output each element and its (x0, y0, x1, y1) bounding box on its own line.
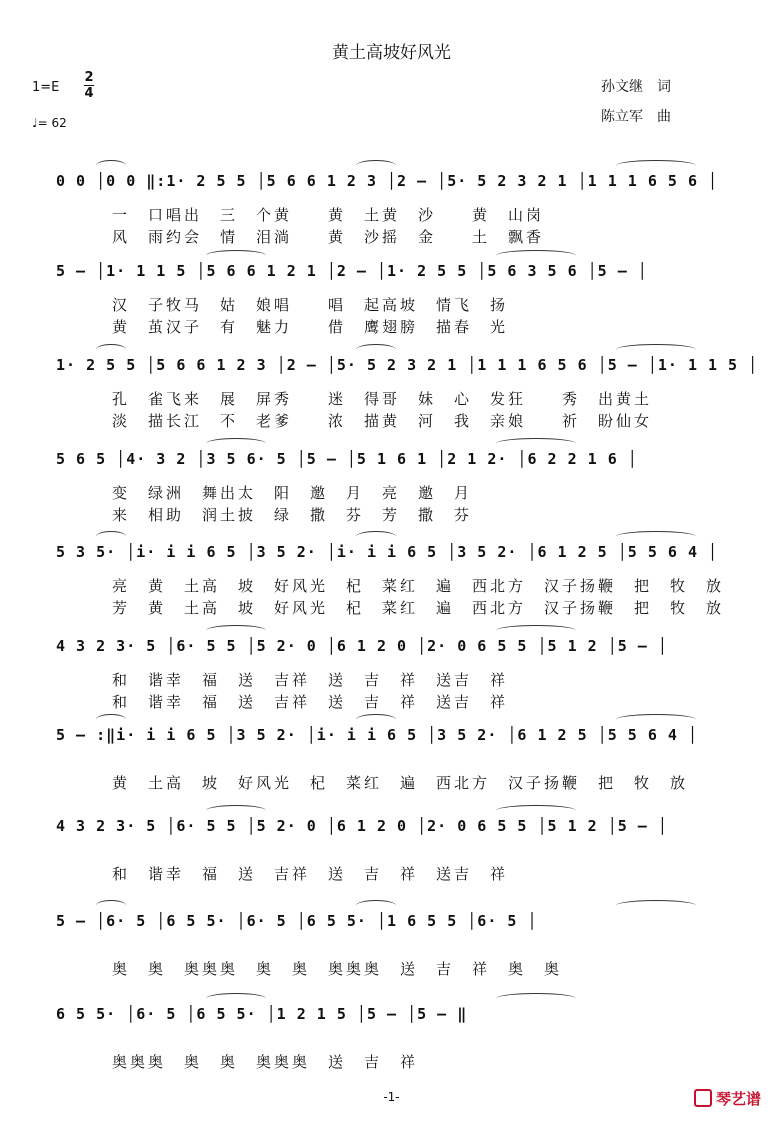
slur-mark (616, 531, 696, 542)
lyric-line: 和 谐幸 福 送 吉祥 送 吉 祥 送吉 祥 (112, 865, 509, 883)
notation-text: 1· 2 5 5 │5 6 6 1 2 3 │2 – │5· 5 2 3 2 1 │1 1 1 6 5 6 │5 – │1· 1 1 5 │ (56, 356, 759, 374)
slur-mark (496, 250, 576, 261)
slur-mark (96, 344, 126, 355)
slur-mark (356, 900, 396, 911)
lyricist-credit: 孙文继 词 (601, 79, 671, 95)
time-signature-bottom: 4 (84, 86, 94, 101)
lyric-line: 和 谐幸 福 送 吉祥 送 吉 祥 送吉 祥 (112, 693, 509, 711)
logo-icon (694, 1089, 712, 1107)
watermark-logo (694, 1088, 761, 1109)
time-signature-top: 2 (84, 70, 94, 85)
page-number: -1- (383, 1090, 400, 1104)
notation-line (56, 356, 759, 374)
lyric-line: 芳 黄 土高 坡 好风光 杞 菜红 遍 西北方 汉子扬鞭 把 牧 放 (112, 599, 725, 617)
slur-mark (356, 714, 396, 725)
lyric-line: 奥奥奥 奥 奥 奥奥奥 送 吉 祥 (112, 1053, 419, 1071)
notation-text: 5 6 5 │4· 3 2 │3 5 6· 5 │5 – │5 1 6 1 │2 1 2· │6 2 2 1 6 │ (56, 450, 638, 468)
slur-mark (616, 344, 696, 355)
slur-mark (356, 160, 396, 171)
notation-line (56, 262, 746, 280)
notation-line (56, 172, 746, 190)
lyric-line: 淡 描长江 不 老爹 浓 描黄 河 我 亲娘 祈 盼仙女 (112, 412, 653, 430)
slur-mark (96, 531, 126, 542)
slur-mark (206, 625, 266, 636)
slur-mark (616, 900, 696, 911)
composer-credit: 陈立军 曲 (601, 109, 671, 125)
notation-text: 4 3 2 3· 5 │6· 5 5 │5 2· 0 │6 1 2 0 │2· 0 6 5 5 │5 1 2 │5 – │ (56, 637, 668, 655)
lyric-line: 汉 子牧马 姑 娘唱 唱 起高坡 情飞 扬 (112, 296, 509, 314)
tempo-marking: ♩= 62 (32, 116, 67, 130)
lyric-line: 亮 黄 土高 坡 好风光 杞 菜红 遍 西北方 汉子扬鞭 把 牧 放 (112, 577, 725, 595)
slur-mark (616, 160, 696, 171)
slur-mark (496, 438, 576, 449)
lyric-line: 奥 奥 奥奥奥 奥 奥 奥奥奥 送 吉 祥 奥 奥 (112, 960, 563, 978)
lyric-line: 孔 雀飞来 展 屏秀 迷 得哥 妹 心 发狂 秀 出黄土 (112, 390, 653, 408)
notation-line (56, 1005, 746, 1023)
notation-text: 4 3 2 3· 5 │6· 5 5 │5 2· 0 │6 1 2 0 │2· 0 6 5 5 │5 1 2 │5 – │ (56, 817, 668, 835)
lyric-line: 风 雨约会 情 泪淌 黄 沙摇 金 土 飘香 (112, 228, 545, 246)
notation-text: 5 – :‖i· i i 6 5 │3 5 2· │i· i i 6 5 │3 5 2· │6 1 2 5 │5 5 6 4 │ (56, 726, 698, 744)
slur-mark (616, 714, 696, 725)
slur-mark (496, 993, 576, 1004)
time-signature (84, 70, 94, 101)
notation-text: 0 0 │0 0 ‖:1· 2 5 5 │5 6 6 1 2 3 │2 – │5· 5 2 3 2 1 │1 1 1 6 5 6 │ (56, 172, 719, 190)
lyric-line: 黄 土高 坡 好风光 杞 菜红 遍 西北方 汉子扬鞭 把 牧 放 (112, 774, 689, 792)
notation-line (56, 817, 746, 835)
slur-mark (96, 160, 126, 171)
key-signature: 1=E (32, 80, 60, 95)
notation-text: 6 5 5· │6· 5 │6 5 5· │1 2 1 5 │5 – │5 – ‖ (56, 1005, 468, 1023)
lyric-line: 来 相助 润土披 绿 撒 芬 芳 撒 芬 (112, 506, 473, 524)
slur-mark (206, 805, 266, 816)
notation-text: 5 – │1· 1 1 5 │5 6 6 1 2 1 │2 – │1· 2 5 5 │5 6 3 5 6 │5 – │ (56, 262, 648, 280)
slur-mark (496, 625, 576, 636)
notation-line (56, 637, 746, 655)
slur-mark (206, 438, 266, 449)
notation-line (56, 912, 746, 930)
lyric-line: 变 绿洲 舞出太 阳 邀 月 亮 邀 月 (112, 484, 473, 502)
notation-text: 5 3 5· │i· i i 6 5 │3 5 2· │i· i i 6 5 │3 5 2· │6 1 2 5 │5 5 6 4 │ (56, 543, 719, 561)
slur-mark (96, 714, 126, 725)
slur-mark (496, 805, 576, 816)
lyric-line: 和 谐幸 福 送 吉祥 送 吉 祥 送吉 祥 (112, 671, 509, 689)
notation-line (56, 726, 746, 744)
notation-text: 5 – │6· 5 │6 5 5· │6· 5 │6 5 5· │1 6 5 5 │6· 5 │ (56, 912, 538, 930)
page-title: 黄土高坡好风光 (332, 43, 451, 63)
watermark-text: 琴艺谱 (716, 1090, 762, 1108)
slur-mark (206, 250, 266, 261)
slur-mark (356, 531, 396, 542)
lyric-line: 黄 茧汉子 有 魅力 借 鹰翅膀 描春 光 (112, 318, 509, 336)
lyric-line: 一 口唱出 三 个黄 黄 土黄 沙 黄 山岗 (112, 206, 545, 224)
notation-line (56, 543, 746, 561)
notation-line (56, 450, 746, 468)
slur-mark (206, 993, 266, 1004)
slur-mark (356, 344, 396, 355)
slur-mark (96, 900, 126, 911)
